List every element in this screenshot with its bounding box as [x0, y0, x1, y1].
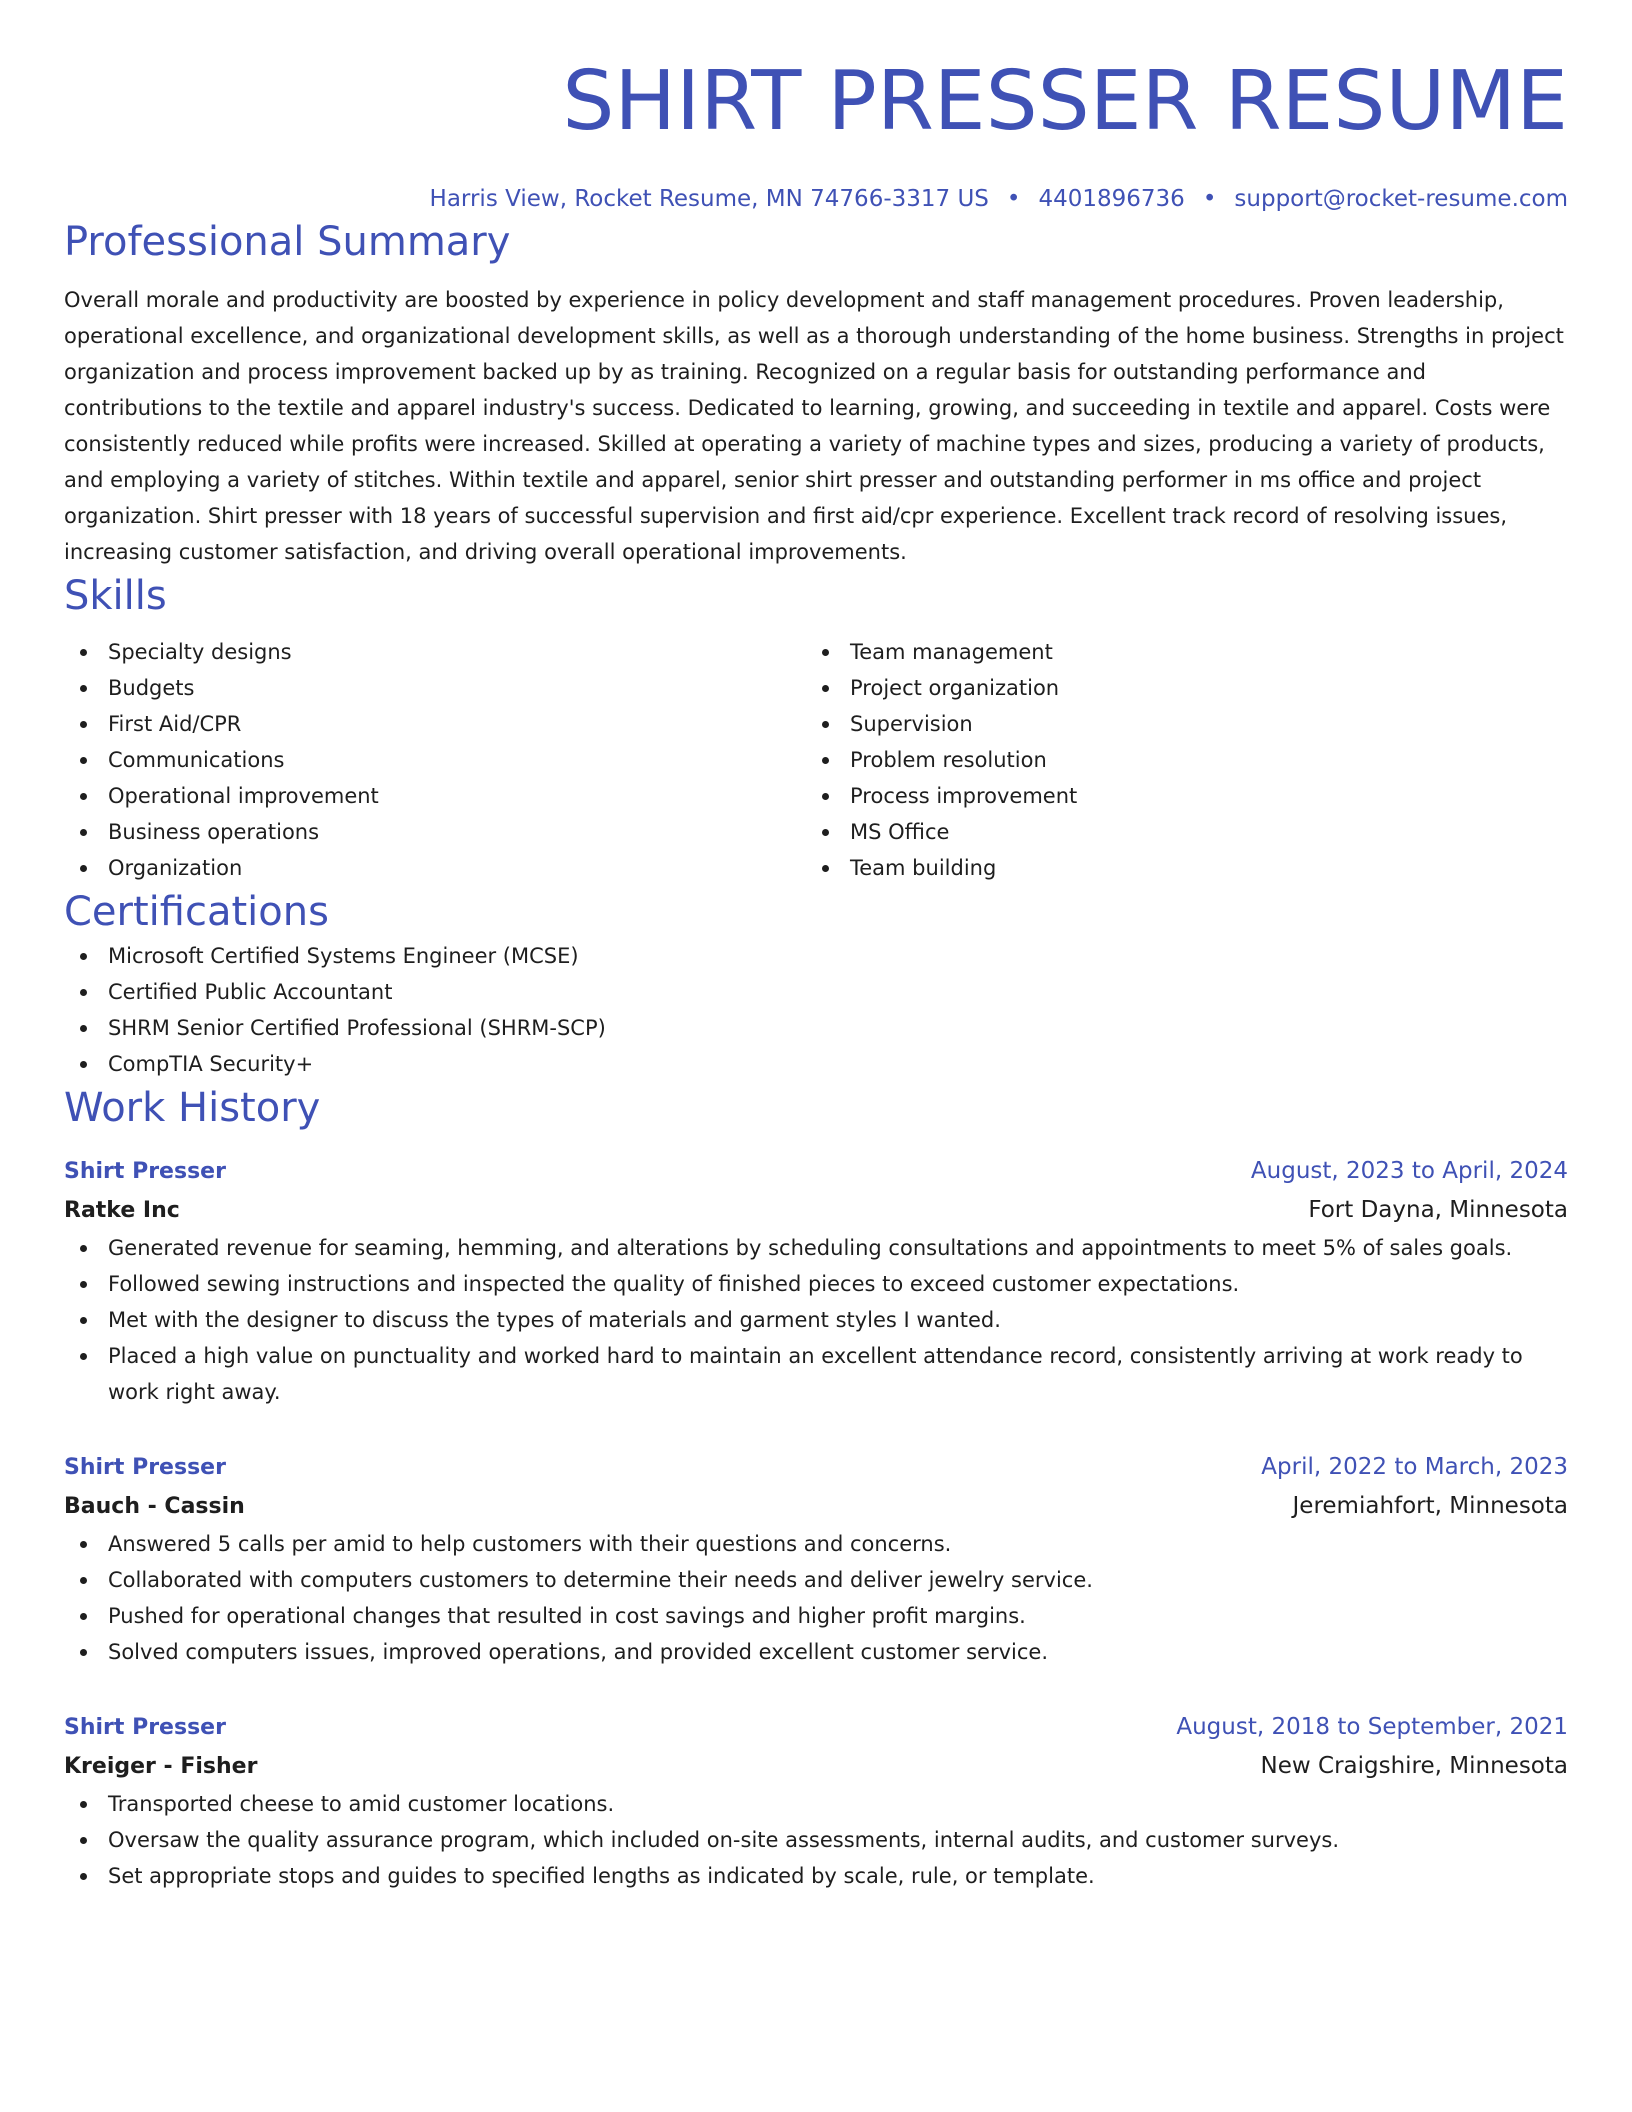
job-title: Shirt Presser: [64, 1455, 226, 1480]
job-duty-item: Placed a high value on punctuality and worked hard to maintain an excellent attendance record, consistently arriving at work ready to work right away.: [64, 1338, 1568, 1410]
job-company-row: [64, 1487, 1568, 1526]
skill-item: Communications: [64, 742, 806, 778]
certifications-heading: Certifications: [64, 889, 329, 935]
work-history-section: [64, 1082, 1568, 1894]
job-dates: August, 2018 to September, 2021: [1176, 1714, 1568, 1740]
contact-line: [64, 182, 1568, 216]
certifications-list: [64, 938, 1568, 1082]
skills-list-right: [806, 634, 1548, 886]
job-company-row: [64, 1191, 1568, 1230]
job-company: Bauch - Cassin: [64, 1494, 245, 1519]
certification-item: CompTIA Security+: [64, 1046, 1568, 1082]
skills-heading: Skills: [64, 573, 167, 619]
contact-separator: •: [1202, 186, 1217, 212]
job-duty-item: Set appropriate stops and guides to specified lengths as indicated by scale, rule, or template.: [64, 1858, 1568, 1894]
work-history-heading: Work History: [64, 1085, 321, 1131]
resume-title: SHIRT PRESSER RESUME: [562, 54, 1568, 149]
resume-page: [64, 0, 1568, 1894]
contact-address: Harris View, Rocket Resume, MN 74766-3317 US: [429, 186, 989, 212]
job-title: Shirt Presser: [64, 1159, 226, 1184]
job-duty-item: Met with the designer to discuss the types of materials and garment styles I wanted.: [64, 1302, 1568, 1338]
certification-item: SHRM Senior Certified Professional (SHRM-SCP): [64, 1010, 1568, 1046]
job-duty-item: Transported cheese to amid customer locations.: [64, 1786, 1568, 1822]
job-entry: [64, 1708, 1568, 1894]
skills-list-left: [64, 634, 806, 886]
job-entry: [64, 1448, 1568, 1670]
skill-item: Organization: [64, 850, 806, 886]
job-duty-item: Answered 5 calls per amid to help customers with their questions and concerns.: [64, 1526, 1568, 1562]
skill-item: MS Office: [806, 814, 1548, 850]
job-location: New Craigshire, Minnesota: [1260, 1753, 1568, 1779]
job-location: Fort Dayna, Minnesota: [1308, 1197, 1568, 1223]
job-title-row: [64, 1708, 1568, 1747]
summary-section: [64, 216, 1568, 570]
job-dates: April, 2022 to March, 2023: [1261, 1454, 1568, 1480]
skill-item: Operational improvement: [64, 778, 806, 814]
skills-section: [64, 570, 1568, 886]
skill-item: First Aid/CPR: [64, 706, 806, 742]
job-duties-list: [64, 1526, 1568, 1670]
job-duties-list: [64, 1230, 1568, 1410]
job-duty-item: Collaborated with computers customers to determine their needs and deliver jewelry service.: [64, 1562, 1568, 1598]
job-duty-item: Pushed for operational changes that resulted in cost savings and higher profit margins.: [64, 1598, 1568, 1634]
skill-item: Project organization: [806, 670, 1548, 706]
skill-item: Team building: [806, 850, 1548, 886]
job-duty-item: Followed sewing instructions and inspected the quality of finished pieces to exceed customer expectations.: [64, 1266, 1568, 1302]
skill-item: Business operations: [64, 814, 806, 850]
job-entry: [64, 1152, 1568, 1410]
skill-item: Process improvement: [806, 778, 1548, 814]
job-duties-list: [64, 1786, 1568, 1894]
certifications-section: [64, 886, 1568, 1082]
skills-grid: [64, 634, 1568, 886]
resume-header: [64, 0, 1568, 216]
job-company-row: [64, 1747, 1568, 1786]
certification-item: Microsoft Certified Systems Engineer (MCSE): [64, 938, 1568, 974]
skill-item: Budgets: [64, 670, 806, 706]
job-title-row: [64, 1448, 1568, 1487]
job-location: Jeremiahfort, Minnesota: [1292, 1493, 1568, 1519]
job-company: Ratke Inc: [64, 1198, 180, 1223]
skill-item: Specialty designs: [64, 634, 806, 670]
skill-item: Supervision: [806, 706, 1548, 742]
job-company: Kreiger - Fisher: [64, 1754, 258, 1779]
job-duty-item: Solved computers issues, improved operations, and provided excellent customer service.: [64, 1634, 1568, 1670]
certification-item: Certified Public Accountant: [64, 974, 1568, 1010]
job-duty-item: Oversaw the quality assurance program, which included on-site assessments, internal audits, and customer surveys.: [64, 1822, 1568, 1858]
skill-item: Problem resolution: [806, 742, 1548, 778]
job-title: Shirt Presser: [64, 1715, 226, 1740]
job-dates: August, 2023 to April, 2024: [1250, 1158, 1568, 1184]
summary-heading: Professional Summary: [64, 219, 511, 265]
skill-item: Team management: [806, 634, 1548, 670]
contact-separator: •: [1006, 186, 1021, 212]
job-duty-item: Generated revenue for seaming, hemming, and alterations by scheduling consultations and appointments to meet 5% of sales goals.: [64, 1230, 1568, 1266]
summary-text: Overall morale and productivity are boosted by experience in policy development and staff management procedures. Proven leadership, operational excellence, and organizational development skills, as well as a thorough understanding of the home business. Strengths in project organization and process improvement backed up by as training. Recognized on a regular basis for outstanding performance and contributions to the textile and apparel industry's success. Dedicated to learning, growing, and succeeding in textile and apparel. Costs were consistently reduced while profits were increased. Skilled at operating a variety of machine types and sizes, producing a variety of products, and employing a variety of stitches. Within textile and apparel, senior shirt presser and outstanding performer in ms office and project organization. Shirt presser with 18 years of successful supervision and first aid/cpr experience. Excellent track record of resolving issues, increasing customer satisfaction, and driving overall operational improvements.: [64, 288, 1564, 564]
job-title-row: [64, 1152, 1568, 1191]
contact-phone: 4401896736: [1038, 186, 1185, 212]
contact-email: support@rocket-resume.com: [1234, 186, 1568, 212]
